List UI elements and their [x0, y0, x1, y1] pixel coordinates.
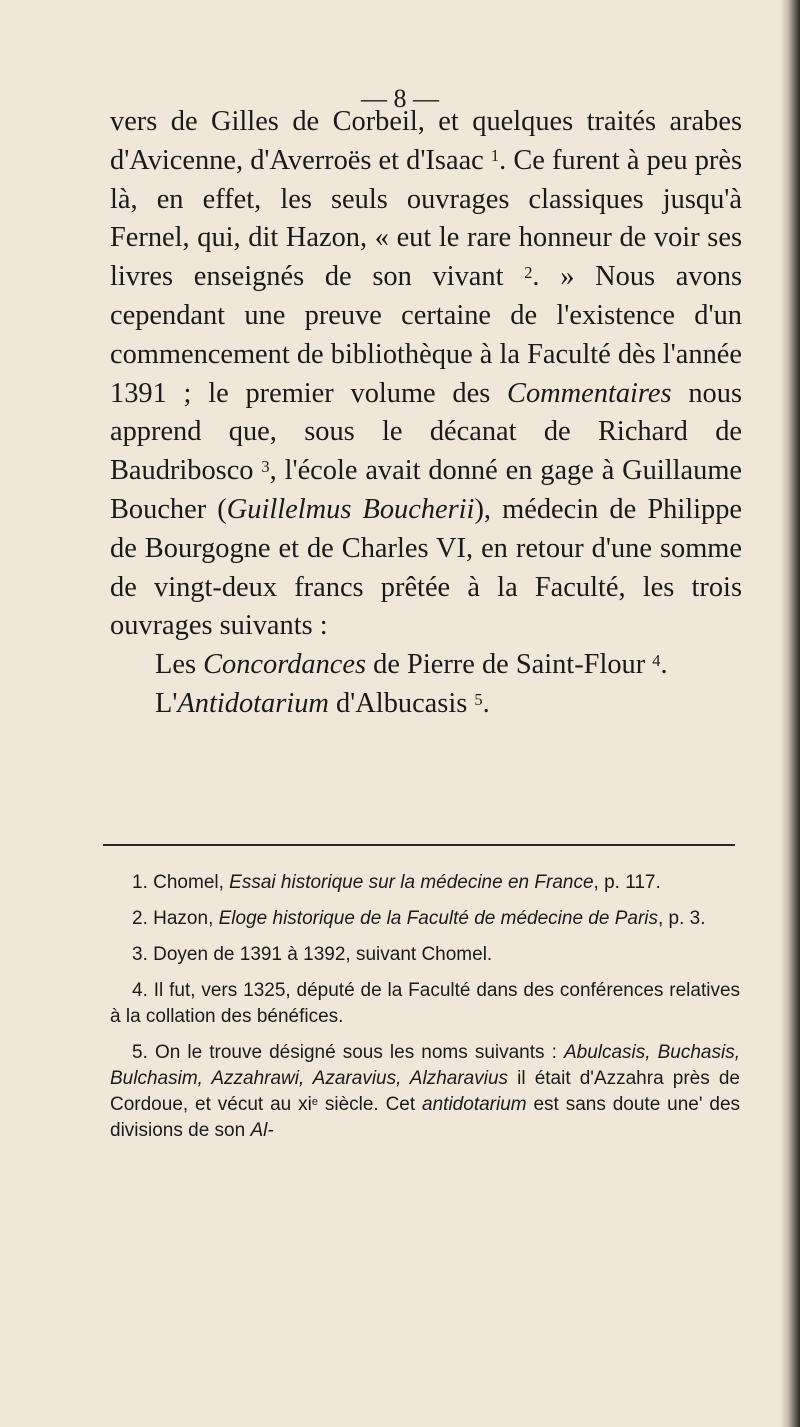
- text-run: d'Albucasis: [328, 687, 475, 719]
- text-run: Doyen de 1391 à 1392, suivant Chomel.: [153, 944, 493, 965]
- main-text: [110, 103, 742, 724]
- italic-name-guillelmus: Guillelmus Boucherii: [226, 493, 475, 525]
- footnote-ref-1: 1: [490, 146, 500, 166]
- italic-title: Antidotarium: [177, 687, 329, 719]
- text-run: xi: [298, 1094, 312, 1115]
- text-run: , p. 3.: [658, 908, 706, 929]
- book-list: [110, 646, 742, 724]
- text-run: L': [155, 687, 178, 719]
- text-run: ), médecin de Philippe de Bourgogne et de Charles VI, en retour d'une somme de vingt-deux francs prêtée à la Faculté, les trois ouvrages suivants :: [110, 493, 742, 642]
- footnote-number: 4.: [132, 980, 148, 1001]
- superscript: e: [311, 1096, 318, 1109]
- text-run: .: [660, 649, 668, 681]
- text-run: .: [482, 687, 490, 719]
- text-run: . Ce furent à peu près là, en effet, les seuls ouvrages classiques jusqu'à Fernel, qui, dit Hazon, « eut le rare honneur de voir ses livres enseignés de son vivant: [110, 144, 742, 293]
- page-number-header: — 8 —: [361, 84, 439, 113]
- footnote-number: 3.: [132, 944, 148, 965]
- footnote-ref-4: 4: [652, 650, 661, 670]
- footnote: [110, 906, 740, 932]
- text-run: . » Nous avons cependant une preuve certaine de l'existence d'un commencement de bibliothèque à la Faculté dès l'année 1391 ; le premier volume des: [110, 261, 743, 409]
- italic-title: Eloge historique de la Faculté de médecine de Paris: [218, 908, 658, 929]
- list-item: [110, 685, 742, 724]
- italic-title: Essai historique sur la médecine en France: [229, 872, 594, 893]
- text-run: Il fut, vers 1325, député de la Faculté dans des conférences relatives à la collation des bénéfices.: [110, 980, 741, 1027]
- text-run: vers de Gilles de Corbeil, et quelques traités arabes d'Avicenne, d'Averroës et d'Isaac: [110, 106, 742, 176]
- footnote: [110, 870, 740, 896]
- italic-word: antidotarium: [422, 1094, 527, 1115]
- footnote: [110, 978, 740, 1030]
- footnote-ref-5: 5: [474, 689, 483, 709]
- italic-title: Concordances: [203, 649, 367, 681]
- list-item: [110, 646, 742, 685]
- footnote-number: 2.: [132, 908, 148, 929]
- footnote: [110, 942, 740, 968]
- text-run: siècle. Cet: [317, 1094, 423, 1115]
- italic-word: Al-: [250, 1120, 274, 1141]
- footnote-ref-2: 2: [524, 262, 533, 282]
- footnotes: [110, 870, 740, 1154]
- body-paragraph: [110, 103, 742, 646]
- italic-names: Abulcasis, Buchasis, Bulchasim, Azzahrawi, Azaravius, Alzharavius: [110, 1042, 740, 1089]
- text-run: Les: [155, 649, 204, 681]
- italic-title-commentaires: Commentaires: [507, 377, 672, 409]
- footnote-separator: [103, 844, 735, 846]
- text-run: est sans doute une' des divisions de son: [110, 1094, 741, 1141]
- text-run: Chomel,: [153, 872, 230, 893]
- text-run: il était d'Azzahra près de Cordoue, et vécut au: [110, 1068, 740, 1115]
- footnote: [110, 1040, 740, 1144]
- text-run: de Pierre de Saint-Flour: [366, 649, 653, 681]
- text-run: , p. 117.: [593, 872, 661, 893]
- page-edge-shadow: [780, 0, 800, 1427]
- footnote-ref-3: 3: [261, 456, 270, 476]
- text-run: Hazon,: [153, 908, 219, 929]
- text-run: On le trouve désigné sous les noms suivants :: [154, 1042, 564, 1063]
- text-run: , l'école avait donné en gage à Guillaume Boucher (: [110, 455, 743, 525]
- footnote-number: 5.: [132, 1042, 148, 1063]
- text-run: nous apprend que, sous le décanat de Richard de Baudribosco: [110, 377, 742, 487]
- footnote-number: 1.: [132, 872, 148, 893]
